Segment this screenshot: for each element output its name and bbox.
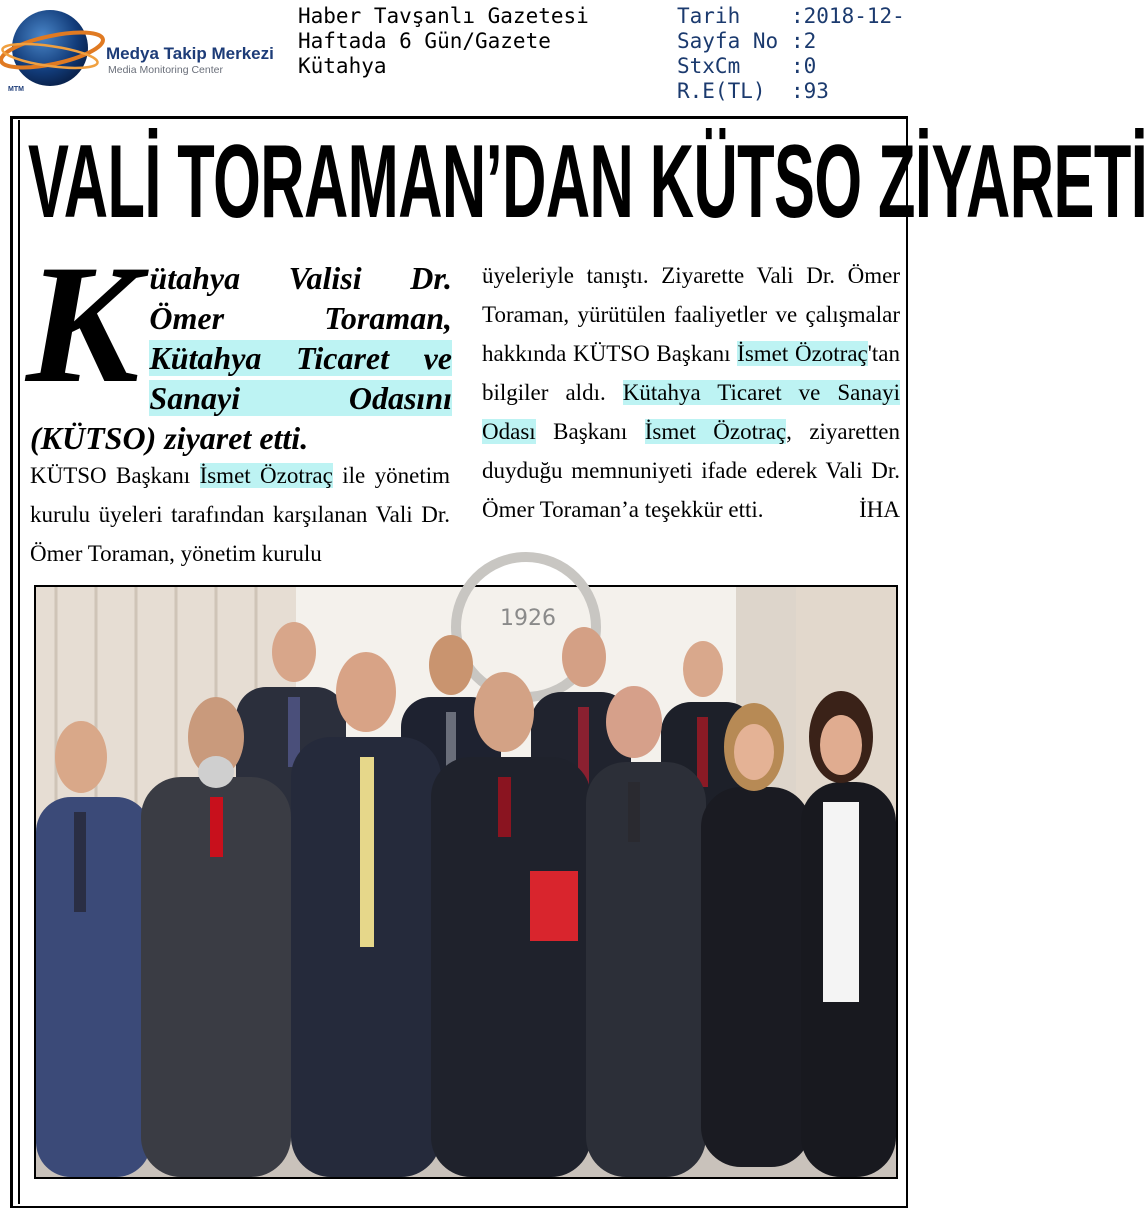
highlight-chamber: Kütahya Ticaret ve Sanayi Odası: [482, 380, 900, 444]
headline-text: VALİ TORAMAN’DAN KÜTSO ZİYARETİ: [28, 124, 1147, 240]
group-photo-illustration: [36, 587, 896, 1177]
highlight-name: İsmet Özotraç: [199, 463, 333, 488]
meta-row-ad-value: R.E(TL) :93: [677, 79, 829, 103]
meta-row-date: Tarih :2018-12-: [677, 4, 905, 28]
publication-frequency: Haftada 6 Gün/Gazete: [298, 29, 551, 53]
clipping-meta: [677, 4, 905, 104]
publication-name: Haber Tavşanlı Gazetesi: [298, 4, 589, 28]
highlight-name: İsmet Özotraç: [737, 341, 868, 366]
publication-city: Kütahya: [298, 54, 387, 78]
article-lead: Kütahya Valisi Dr. Ömer Toraman, Kütahya Ticaret ve Sanayi Odasını (KÜTSO) ziyaret etti.: [26, 230, 452, 456]
publication-info: [298, 4, 589, 79]
article-signature: İHA: [859, 497, 900, 522]
article-photo: [34, 585, 898, 1179]
brand-name: Medya Takip Merkezi: [106, 44, 274, 63]
mtm-logo: [0, 6, 300, 92]
drop-cap: K: [26, 230, 140, 418]
brand-abbr: MTM: [8, 86, 24, 93]
article-headline: [28, 124, 1147, 240]
globe-logo-icon: [0, 6, 110, 92]
meta-row-stxcm: StxCm :0: [677, 54, 817, 78]
article-column-1: KÜTSO Başkanı İsmet Özotraç ile yönetim kurulu üyeleri tarafından karşılanan Vali Dr. Ömer Toraman, yönetim kurulu: [30, 463, 450, 566]
brand-subtitle: Media Monitoring Center: [108, 64, 223, 76]
emblem-year: 1926: [500, 606, 556, 631]
highlight-name: İsmet Özotraç: [644, 419, 787, 444]
red-plaque: [530, 871, 578, 941]
highlight-chamber: Kütahya Ticaret ve Sanayi Odasını: [149, 340, 452, 416]
article-column-2: üyeleriyle tanıştı. Ziyarette Vali Dr. Ömer Toraman, yürütülen faaliyetler ve çalışmalar hakkında KÜTSO Başkanı İsmet Özotraç'tan bilgiler aldı. Kütahya Ticaret ve Sanayi Odası Başkanı İsmet Özotraç, ziyaretten duyduğu memnuniyeti ifade ederek Vali Dr. Ömer Toraman’a teşekkür etti. İHA: [482, 256, 900, 529]
meta-row-page: Sayfa No :2: [677, 29, 817, 53]
